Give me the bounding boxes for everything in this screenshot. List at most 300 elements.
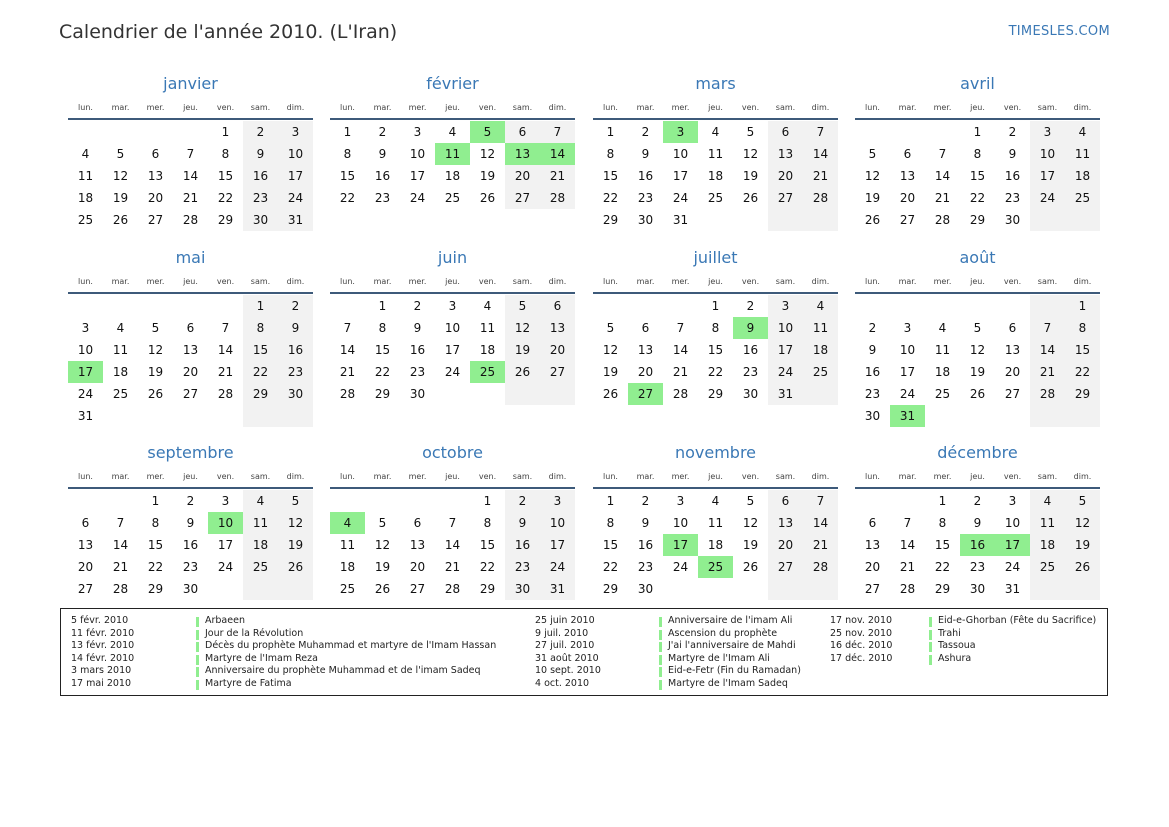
month-name: octobre <box>422 443 483 462</box>
weekday-label: mar. <box>898 277 917 286</box>
day-cell: 13 <box>637 343 654 357</box>
day-cell: 2 <box>505 490 540 512</box>
day-cell: 14 <box>672 343 689 357</box>
day-cell: 4 <box>1065 121 1100 143</box>
day-cell: 4 <box>938 321 947 335</box>
holiday-legend <box>60 608 1108 696</box>
day-cell: 8 <box>973 147 982 161</box>
day-cell: 23 <box>505 556 540 578</box>
day-cell: 16 <box>278 339 313 361</box>
day-cell: 12 <box>278 512 313 534</box>
day-cell: 21 <box>182 191 199 205</box>
legend-color-marker <box>196 630 199 640</box>
weekday-label: mar. <box>373 472 392 481</box>
weekday-label: mer. <box>671 103 690 112</box>
day-cell: 8 <box>1065 317 1100 339</box>
weekday-label: mer. <box>671 277 690 286</box>
day-cell: 9 <box>413 321 422 335</box>
day-cell: 19 <box>278 534 313 556</box>
day-cell: 12 <box>505 317 540 339</box>
day-cell: 14 <box>182 169 199 183</box>
day-cell: 11 <box>934 343 951 357</box>
day-cell: 29 <box>602 213 619 227</box>
day-cell: 11 <box>479 321 496 335</box>
day-cell: 11 <box>707 516 724 530</box>
day-cell: 13 <box>409 538 426 552</box>
day-cell: 6 <box>768 121 803 143</box>
day-cell: 9 <box>378 147 387 161</box>
day-cell: 2 <box>746 299 755 313</box>
day-cell: 26 <box>864 213 881 227</box>
day-cell: 30 <box>969 582 986 596</box>
day-cell: 1 <box>606 494 615 508</box>
weekend-empty-cell <box>1030 578 1065 600</box>
weekday-label: sam. <box>250 472 271 481</box>
day-cell: 3 <box>448 299 457 313</box>
weekday-label: lun. <box>78 103 93 112</box>
weekend-empty-cell <box>1030 295 1065 317</box>
weekday-label: dim. <box>811 277 830 286</box>
day-cell: 2 <box>641 125 650 139</box>
weekend-empty-cell <box>768 209 803 231</box>
legend-date: 14 févr. 2010 <box>71 652 135 664</box>
legend-date: 9 juil. 2010 <box>535 627 589 639</box>
day-cell: 1 <box>343 125 352 139</box>
month-divider <box>593 292 838 294</box>
day-cell: 23 <box>637 560 654 574</box>
weekday-label: mar. <box>636 277 655 286</box>
day-cell: 23 <box>742 365 759 379</box>
day-cell: 21 <box>112 560 129 574</box>
holiday-day-cell: 27 <box>628 383 663 405</box>
day-cell: 10 <box>540 512 575 534</box>
day-cell: 18 <box>77 191 94 205</box>
day-cell: 15 <box>243 339 278 361</box>
day-cell: 28 <box>934 213 951 227</box>
day-cell: 30 <box>409 387 426 401</box>
day-cell: 6 <box>641 321 650 335</box>
day-cell: 26 <box>505 361 540 383</box>
month-divider <box>68 118 313 120</box>
day-cell: 23 <box>243 187 278 209</box>
weekday-label: dim. <box>286 103 305 112</box>
weekday-label: mar. <box>111 277 130 286</box>
legend-date: 31 août 2010 <box>535 652 599 664</box>
day-cell: 10 <box>672 516 689 530</box>
weekday-label: sam. <box>512 103 533 112</box>
weekday-label: dim. <box>286 472 305 481</box>
day-cell: 9 <box>505 512 540 534</box>
day-cell: 29 <box>1065 383 1100 405</box>
day-cell: 22 <box>969 191 986 205</box>
weekday-label: sam. <box>250 103 271 112</box>
day-cell: 26 <box>742 191 759 205</box>
day-cell: 17 <box>1030 165 1065 187</box>
day-cell: 9 <box>641 147 650 161</box>
day-cell: 30 <box>637 213 654 227</box>
day-cell: 7 <box>540 121 575 143</box>
day-cell: 8 <box>483 516 492 530</box>
day-cell: 11 <box>1030 512 1065 534</box>
day-cell: 22 <box>602 560 619 574</box>
day-cell: 9 <box>973 516 982 530</box>
day-cell: 7 <box>803 121 838 143</box>
day-cell: 12 <box>742 147 759 161</box>
day-cell: 8 <box>606 147 615 161</box>
weekend-empty-cell <box>1030 209 1065 231</box>
legend-date: 13 févr. 2010 <box>71 640 135 652</box>
day-cell: 8 <box>711 321 720 335</box>
day-cell: 1 <box>378 299 387 313</box>
day-cell: 22 <box>243 361 278 383</box>
day-cell: 31 <box>278 209 313 231</box>
day-cell: 19 <box>742 169 759 183</box>
day-cell: 18 <box>243 534 278 556</box>
weekday-label: sam. <box>775 277 796 286</box>
legend-color-marker <box>196 617 199 627</box>
day-cell: 4 <box>448 125 457 139</box>
weekday-label: jeu. <box>708 277 723 286</box>
day-cell: 11 <box>707 147 724 161</box>
day-cell: 6 <box>186 321 195 335</box>
day-cell: 27 <box>768 187 803 209</box>
day-cell: 26 <box>742 560 759 574</box>
day-cell: 23 <box>637 191 654 205</box>
day-cell: 24 <box>217 560 234 574</box>
weekday-label: mer. <box>146 277 165 286</box>
weekday-label: ven. <box>741 103 760 112</box>
day-cell: 18 <box>707 538 724 552</box>
day-cell: 10 <box>899 343 916 357</box>
day-cell: 11 <box>112 343 129 357</box>
day-cell: 16 <box>243 165 278 187</box>
day-cell: 15 <box>374 343 391 357</box>
day-cell: 5 <box>151 321 160 335</box>
legend-holiday-name: Eid-e-Ghorban (Fête du Sacrifice) <box>938 615 1097 626</box>
day-cell: 5 <box>868 147 877 161</box>
day-cell: 27 <box>899 213 916 227</box>
day-cell: 26 <box>374 582 391 596</box>
day-cell: 24 <box>540 556 575 578</box>
day-cell: 14 <box>339 343 356 357</box>
weekday-label: lun. <box>865 277 880 286</box>
day-cell: 1 <box>606 125 615 139</box>
day-cell: 13 <box>768 512 803 534</box>
month-divider <box>593 487 838 489</box>
day-cell: 28 <box>182 213 199 227</box>
day-cell: 7 <box>221 321 230 335</box>
day-cell: 18 <box>934 365 951 379</box>
day-cell: 3 <box>221 494 230 508</box>
weekday-label: jeu. <box>970 103 985 112</box>
holiday-day-cell: 16 <box>960 534 995 556</box>
day-cell: 2 <box>868 321 877 335</box>
weekday-label: lun. <box>340 103 355 112</box>
day-cell: 22 <box>707 365 724 379</box>
month-name: février <box>426 74 479 93</box>
day-cell: 17 <box>217 538 234 552</box>
weekday-label: mar. <box>111 472 130 481</box>
legend-holiday-name: Jour de la Révolution <box>205 627 304 639</box>
day-cell: 30 <box>278 383 313 405</box>
day-cell: 6 <box>768 490 803 512</box>
day-cell: 15 <box>479 538 496 552</box>
day-cell: 26 <box>278 556 313 578</box>
day-cell: 2 <box>278 295 313 317</box>
day-cell: 13 <box>768 143 803 165</box>
month-name: janvier <box>163 74 218 93</box>
day-cell: 27 <box>77 582 94 596</box>
day-cell: 20 <box>768 165 803 187</box>
day-cell: 25 <box>803 361 838 383</box>
day-cell: 23 <box>1004 191 1021 205</box>
month-name: mars <box>695 74 736 93</box>
site-link[interactable]: TIMESLES.COM <box>1008 24 1110 39</box>
day-cell: 5 <box>606 321 615 335</box>
day-cell: 14 <box>1030 339 1065 361</box>
day-cell: 14 <box>803 512 838 534</box>
day-cell: 3 <box>1030 121 1065 143</box>
day-cell: 21 <box>540 165 575 187</box>
day-cell: 21 <box>899 560 916 574</box>
month-divider <box>330 118 575 120</box>
day-cell: 6 <box>413 516 422 530</box>
weekday-label: mer. <box>408 103 427 112</box>
day-cell: 28 <box>803 187 838 209</box>
weekday-label: sam. <box>1037 277 1058 286</box>
weekday-label: ven. <box>741 472 760 481</box>
day-cell: 29 <box>602 582 619 596</box>
day-cell: 23 <box>969 560 986 574</box>
holiday-day-cell: 5 <box>470 121 505 143</box>
day-cell: 21 <box>217 365 234 379</box>
day-cell: 25 <box>934 387 951 401</box>
day-cell: 21 <box>1030 361 1065 383</box>
day-cell: 22 <box>374 365 391 379</box>
day-cell: 28 <box>899 582 916 596</box>
day-cell: 19 <box>1065 534 1100 556</box>
day-cell: 19 <box>602 365 619 379</box>
day-cell: 4 <box>711 494 720 508</box>
day-cell: 14 <box>444 538 461 552</box>
day-cell: 6 <box>1008 321 1017 335</box>
day-cell: 20 <box>505 165 540 187</box>
day-cell: 3 <box>278 121 313 143</box>
day-cell: 30 <box>505 578 540 600</box>
weekday-label: lun. <box>78 472 93 481</box>
month-name: août <box>959 248 996 267</box>
day-cell: 1 <box>711 299 720 313</box>
day-cell: 13 <box>182 343 199 357</box>
day-cell: 2 <box>641 494 650 508</box>
weekday-label: sam. <box>1037 103 1058 112</box>
day-cell: 3 <box>768 295 803 317</box>
day-cell: 1 <box>973 125 982 139</box>
page-title: Calendrier de l'année 2010. (L'Iran) <box>59 21 398 43</box>
legend-date: 16 déc. 2010 <box>830 640 893 652</box>
day-cell: 24 <box>672 560 689 574</box>
day-cell: 5 <box>278 490 313 512</box>
day-cell: 7 <box>803 490 838 512</box>
day-cell: 27 <box>864 582 881 596</box>
day-cell: 18 <box>339 560 356 574</box>
day-cell: 24 <box>1030 187 1065 209</box>
weekend-empty-cell <box>1065 209 1100 231</box>
holiday-day-cell: 10 <box>208 512 243 534</box>
day-cell: 26 <box>147 387 164 401</box>
day-cell: 4 <box>243 490 278 512</box>
day-cell: 11 <box>77 169 94 183</box>
day-cell: 24 <box>672 191 689 205</box>
legend-color-marker <box>929 655 932 665</box>
day-cell: 2 <box>413 299 422 313</box>
weekday-label: mar. <box>898 472 917 481</box>
weekday-label: ven. <box>478 472 497 481</box>
day-cell: 16 <box>864 365 881 379</box>
day-cell: 28 <box>339 387 356 401</box>
day-cell: 19 <box>374 560 391 574</box>
holiday-day-cell: 17 <box>995 534 1030 556</box>
day-cell: 17 <box>444 343 461 357</box>
legend-holiday-name: Martyre de l'Imam Ali <box>668 652 770 664</box>
day-cell: 18 <box>803 339 838 361</box>
month-name: mai <box>175 248 206 267</box>
day-cell: 10 <box>1004 516 1021 530</box>
weekday-label: mar. <box>636 472 655 481</box>
day-cell: 3 <box>540 490 575 512</box>
legend-color-marker <box>196 642 199 652</box>
month-divider <box>855 487 1100 489</box>
day-cell: 14 <box>899 538 916 552</box>
weekday-label: dim. <box>548 472 567 481</box>
month-divider <box>330 487 575 489</box>
day-cell: 9 <box>1008 147 1017 161</box>
day-cell: 8 <box>378 321 387 335</box>
day-cell: 23 <box>409 365 426 379</box>
day-cell: 20 <box>1004 365 1021 379</box>
day-cell: 3 <box>1008 494 1017 508</box>
day-cell: 24 <box>77 387 94 401</box>
day-cell: 27 <box>505 187 540 209</box>
legend-color-marker <box>929 630 932 640</box>
weekday-label: lun. <box>865 472 880 481</box>
legend-color-marker <box>659 680 662 690</box>
month-divider <box>68 292 313 294</box>
holiday-day-cell: 31 <box>890 405 925 427</box>
day-cell: 21 <box>803 165 838 187</box>
day-cell: 9 <box>868 343 877 357</box>
weekend-empty-cell <box>278 578 313 600</box>
weekday-label: ven. <box>478 277 497 286</box>
day-cell: 29 <box>479 582 496 596</box>
weekday-label: mer. <box>933 277 952 286</box>
legend-holiday-name: Martyre de l'Imam Reza <box>205 652 318 664</box>
weekday-label: dim. <box>1073 103 1092 112</box>
day-cell: 7 <box>343 321 352 335</box>
holiday-day-cell: 25 <box>698 556 733 578</box>
day-cell: 11 <box>1065 143 1100 165</box>
day-cell: 7 <box>116 516 125 530</box>
day-cell: 18 <box>1065 165 1100 187</box>
legend-date: 11 févr. 2010 <box>71 627 135 639</box>
holiday-day-cell: 4 <box>330 512 365 534</box>
day-cell: 6 <box>81 516 90 530</box>
day-cell: 7 <box>938 147 947 161</box>
holiday-day-cell: 25 <box>470 361 505 383</box>
weekday-label: dim. <box>811 472 830 481</box>
day-cell: 29 <box>707 387 724 401</box>
day-cell: 13 <box>77 538 94 552</box>
weekday-label: mar. <box>373 103 392 112</box>
day-cell: 31 <box>768 383 803 405</box>
day-cell: 22 <box>217 191 234 205</box>
day-cell: 31 <box>672 213 689 227</box>
day-cell: 19 <box>505 339 540 361</box>
day-cell: 10 <box>672 147 689 161</box>
weekday-label: jeu. <box>183 277 198 286</box>
weekday-label: mer. <box>933 103 952 112</box>
day-cell: 12 <box>479 147 496 161</box>
day-cell: 6 <box>903 147 912 161</box>
day-cell: 18 <box>444 169 461 183</box>
day-cell: 30 <box>637 582 654 596</box>
holiday-day-cell: 11 <box>435 143 470 165</box>
day-cell: 22 <box>934 560 951 574</box>
day-cell: 17 <box>278 165 313 187</box>
day-cell: 19 <box>969 365 986 379</box>
legend-date: 10 sept. 2010 <box>535 665 601 677</box>
month-divider <box>855 118 1100 120</box>
weekday-label: sam. <box>775 103 796 112</box>
legend-color-marker <box>659 630 662 640</box>
weekday-label: mar. <box>111 103 130 112</box>
weekend-empty-cell <box>1030 405 1065 427</box>
day-cell: 16 <box>1004 169 1021 183</box>
legend-holiday-name: Arbaeen <box>205 615 245 626</box>
day-cell: 24 <box>768 361 803 383</box>
day-cell: 28 <box>672 387 689 401</box>
weekend-empty-cell <box>803 578 838 600</box>
weekday-label: mer. <box>146 103 165 112</box>
day-cell: 5 <box>1065 490 1100 512</box>
month-divider <box>593 118 838 120</box>
month-divider <box>68 487 313 489</box>
day-cell: 25 <box>707 191 724 205</box>
weekday-label: dim. <box>286 277 305 286</box>
weekend-empty-cell <box>243 578 278 600</box>
day-cell: 2 <box>973 494 982 508</box>
weekday-label: ven. <box>216 472 235 481</box>
weekend-empty-cell <box>540 383 575 405</box>
day-cell: 15 <box>147 538 164 552</box>
month-name: juillet <box>693 248 738 267</box>
day-cell: 10 <box>77 343 94 357</box>
day-cell: 23 <box>374 191 391 205</box>
legend-date: 17 déc. 2010 <box>830 652 893 664</box>
weekday-label: jeu. <box>183 472 198 481</box>
day-cell: 22 <box>1065 361 1100 383</box>
day-cell: 18 <box>112 365 129 379</box>
day-cell: 5 <box>973 321 982 335</box>
day-cell: 12 <box>374 538 391 552</box>
day-cell: 16 <box>505 534 540 556</box>
legend-holiday-name: Décès du prophète Muhammad et martyre de l'Imam Hassan <box>205 640 497 652</box>
weekday-label: lun. <box>340 277 355 286</box>
day-cell: 11 <box>803 317 838 339</box>
weekday-label: mar. <box>636 103 655 112</box>
weekday-label: jeu. <box>183 103 198 112</box>
day-cell: 4 <box>711 125 720 139</box>
